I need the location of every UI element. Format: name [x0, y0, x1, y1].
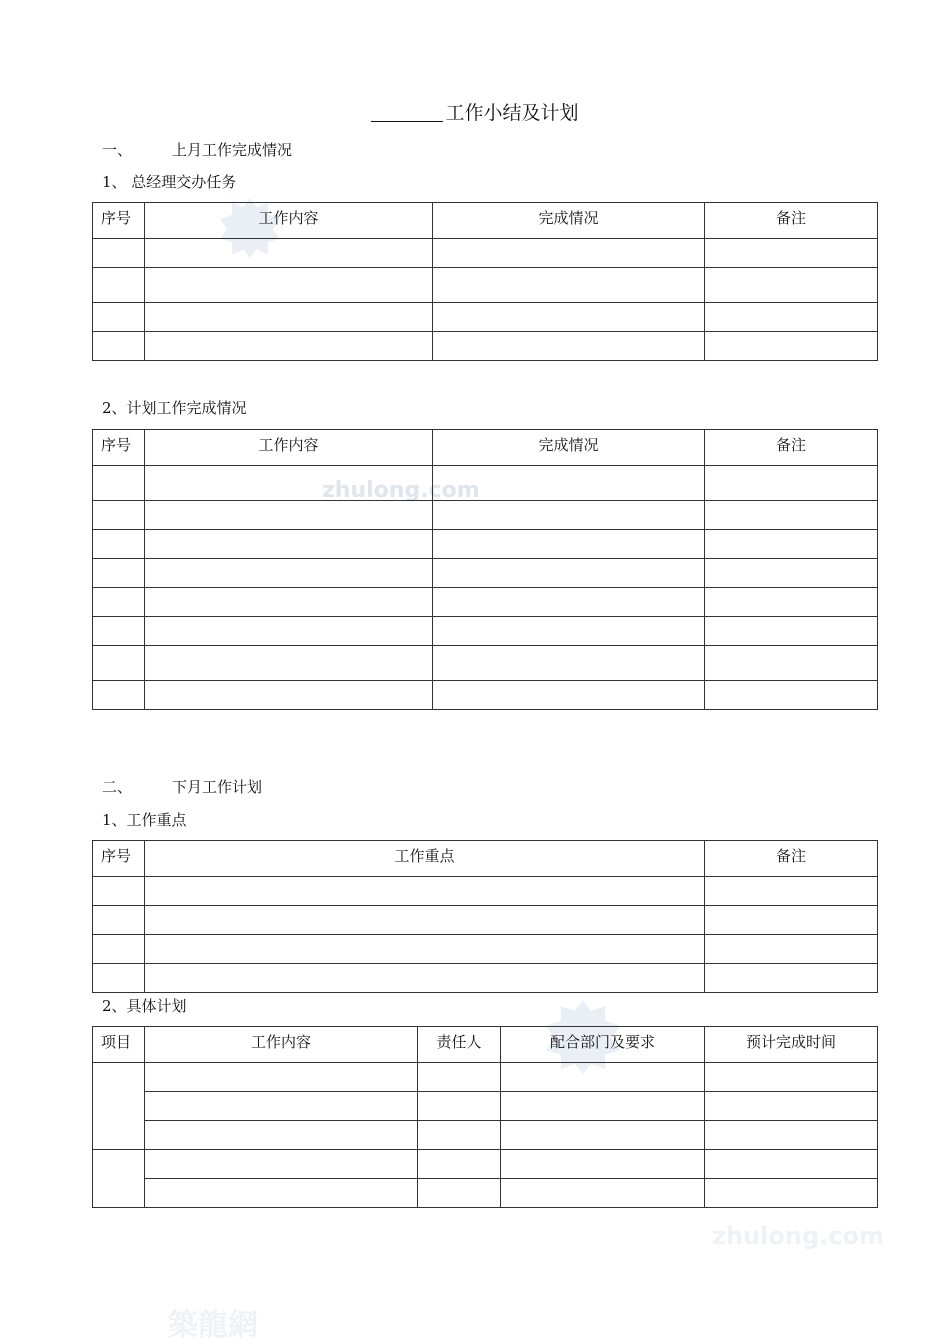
col-header: 工作内容	[145, 430, 433, 466]
table-cell[interactable]	[433, 332, 705, 361]
table-row	[93, 877, 878, 906]
table-row	[93, 1150, 878, 1179]
table-cell[interactable]	[145, 1121, 418, 1150]
col-header: 备注	[705, 841, 878, 877]
table-row	[93, 1179, 878, 1208]
table-cell[interactable]	[705, 303, 878, 332]
table-cell[interactable]	[93, 303, 145, 332]
table-cell[interactable]	[705, 1150, 878, 1179]
col-header: 备注	[705, 203, 878, 239]
table-row	[93, 646, 878, 681]
col-header: 预计完成时间	[705, 1027, 878, 1063]
table-detailed-plan	[92, 1026, 878, 1208]
title-text: 工作小结及计划	[445, 102, 579, 124]
table-cell[interactable]	[145, 1179, 418, 1208]
table-cell[interactable]	[145, 964, 705, 993]
table-cell[interactable]	[145, 332, 433, 361]
subheading-1-2: 2、计划工作完成情况	[102, 399, 247, 417]
table-work-focus	[92, 840, 878, 993]
table-cell[interactable]	[93, 501, 145, 530]
table-cell[interactable]	[93, 617, 145, 646]
table-cell[interactable]	[433, 303, 705, 332]
table-cell[interactable]	[93, 681, 145, 710]
table-row	[93, 239, 878, 268]
table-cell[interactable]	[93, 559, 145, 588]
table-cell[interactable]	[705, 906, 878, 935]
col-header: 工作内容	[145, 203, 433, 239]
table-cell[interactable]	[433, 530, 705, 559]
table-cell[interactable]	[433, 239, 705, 268]
table-cell[interactable]	[501, 1150, 705, 1179]
table-cell[interactable]	[418, 1121, 501, 1150]
table-cell[interactable]	[433, 268, 705, 303]
col-header: 工作内容	[145, 1027, 418, 1063]
table-cell[interactable]	[93, 530, 145, 559]
table-cell[interactable]	[501, 1063, 705, 1092]
table-row	[93, 935, 878, 964]
watermark-text: zhulong.com	[712, 1222, 884, 1250]
table-cell[interactable]	[145, 559, 433, 588]
project-cell[interactable]	[93, 1063, 145, 1150]
table-row	[93, 268, 878, 303]
subheading-2-2: 2、具体计划	[102, 997, 187, 1015]
table-cell[interactable]	[705, 332, 878, 361]
table-cell[interactable]	[433, 501, 705, 530]
table-row	[93, 1063, 878, 1092]
table-row	[93, 964, 878, 993]
col-header: 完成情况	[433, 203, 705, 239]
title-blank-line	[371, 103, 443, 122]
table-cell[interactable]	[705, 877, 878, 906]
table-cell[interactable]	[145, 681, 433, 710]
col-header: 序号	[93, 203, 145, 239]
table-cell[interactable]	[145, 588, 433, 617]
table-cell[interactable]	[93, 964, 145, 993]
table-cell[interactable]	[705, 1121, 878, 1150]
table-row	[93, 617, 878, 646]
col-header: 备注	[705, 430, 878, 466]
table-cell[interactable]	[501, 1092, 705, 1121]
table-cell[interactable]	[433, 681, 705, 710]
table-cell[interactable]	[705, 466, 878, 501]
table-cell[interactable]	[93, 239, 145, 268]
table-cell[interactable]	[145, 1150, 418, 1179]
table-cell[interactable]	[93, 588, 145, 617]
section-2-heading	[102, 776, 262, 797]
table-row	[93, 906, 878, 935]
watermark-text: zhulong.com	[322, 478, 480, 503]
table-cell[interactable]	[705, 268, 878, 303]
table-row	[93, 1092, 878, 1121]
table-cell[interactable]	[418, 1063, 501, 1092]
table-cell[interactable]	[705, 1179, 878, 1208]
table-cell[interactable]	[705, 501, 878, 530]
table-cell[interactable]	[145, 646, 433, 681]
col-header: 序号	[93, 841, 145, 877]
table-cell[interactable]	[705, 617, 878, 646]
table-cell[interactable]	[93, 268, 145, 303]
page-title	[0, 98, 950, 125]
table-cell[interactable]	[705, 935, 878, 964]
table-cell[interactable]	[145, 303, 433, 332]
table-cell[interactable]	[433, 646, 705, 681]
col-header: 序号	[93, 430, 145, 466]
table-row	[93, 466, 878, 501]
table-cell[interactable]	[501, 1179, 705, 1208]
table-row	[93, 303, 878, 332]
table-cell[interactable]	[433, 588, 705, 617]
table-cell[interactable]	[705, 681, 878, 710]
col-header: 配合部门及要求	[501, 1027, 705, 1063]
table-row	[93, 1121, 878, 1150]
table-row	[93, 588, 878, 617]
col-header: 工作重点	[145, 841, 705, 877]
col-header: 项目	[93, 1027, 145, 1063]
table-cell[interactable]	[145, 1092, 418, 1121]
table-cell[interactable]	[145, 1063, 418, 1092]
table-cell[interactable]	[433, 617, 705, 646]
section-2-label: 二、	[102, 778, 133, 796]
table-row	[93, 530, 878, 559]
table-cell[interactable]	[501, 1121, 705, 1150]
watermark-brand: 築龍網	[168, 1308, 258, 1343]
table-cell[interactable]	[705, 646, 878, 681]
table-planned-work	[92, 429, 878, 710]
table-cell[interactable]	[93, 466, 145, 501]
table-cell[interactable]	[145, 239, 433, 268]
table-cell[interactable]	[705, 530, 878, 559]
table-cell[interactable]	[93, 935, 145, 964]
table-cell[interactable]	[433, 559, 705, 588]
subheading-2-1: 1、工作重点	[102, 811, 187, 829]
subheading-1-1: 1、 总经理交办任务	[102, 173, 237, 191]
table-row	[93, 559, 878, 588]
section-2-title: 下月工作计划	[172, 778, 263, 796]
table-cell[interactable]	[433, 466, 705, 501]
table-row	[93, 681, 878, 710]
table-cell[interactable]	[705, 1092, 878, 1121]
table-assigned-tasks	[92, 202, 878, 361]
table-cell[interactable]	[145, 501, 433, 530]
table-cell[interactable]	[705, 964, 878, 993]
table-cell[interactable]	[93, 877, 145, 906]
section-1-label: 一、	[102, 141, 133, 159]
table-cell[interactable]	[145, 906, 705, 935]
table-cell[interactable]	[145, 877, 705, 906]
table-cell[interactable]	[93, 332, 145, 361]
table-cell[interactable]	[705, 239, 878, 268]
table-row	[93, 332, 878, 361]
project-cell[interactable]	[93, 1150, 145, 1208]
table-cell[interactable]	[705, 559, 878, 588]
table-cell[interactable]	[418, 1150, 501, 1179]
table-cell[interactable]	[93, 906, 145, 935]
table-cell[interactable]	[145, 617, 433, 646]
table-cell[interactable]	[145, 530, 433, 559]
section-1-heading	[102, 139, 292, 160]
table-cell[interactable]	[145, 466, 433, 501]
table-cell[interactable]	[705, 1063, 878, 1092]
col-header: 完成情况	[433, 430, 705, 466]
table-cell[interactable]	[418, 1179, 501, 1208]
table-cell[interactable]	[418, 1092, 501, 1121]
section-1-title: 上月工作完成情况	[172, 141, 293, 159]
table-cell[interactable]	[145, 935, 705, 964]
table-row	[93, 501, 878, 530]
table-cell[interactable]	[93, 646, 145, 681]
col-header: 责任人	[418, 1027, 501, 1063]
table-cell[interactable]	[145, 268, 433, 303]
table-cell[interactable]	[705, 588, 878, 617]
